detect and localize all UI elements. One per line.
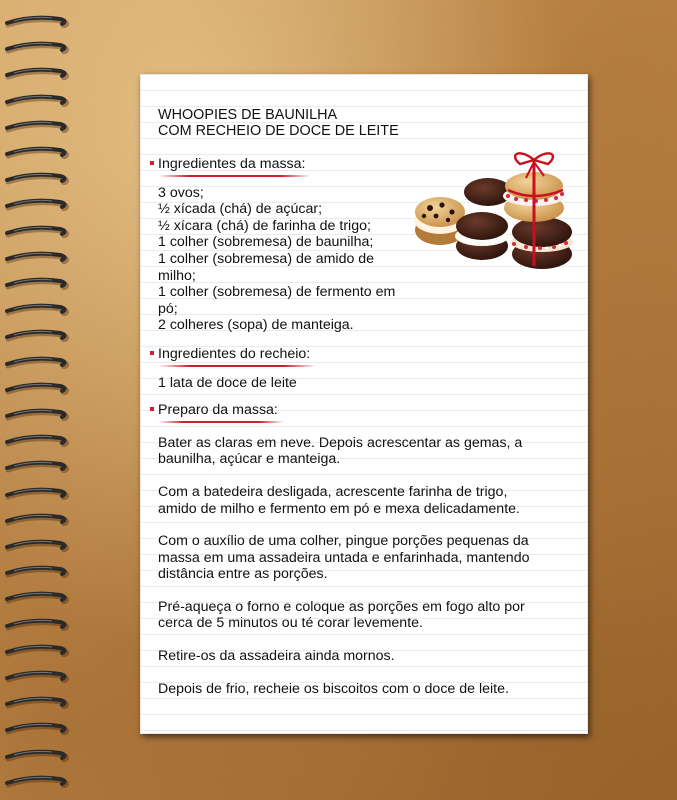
spiral-ring-icon	[2, 407, 72, 421]
spiral-ring-icon	[2, 617, 72, 631]
bullet-marker-icon	[150, 161, 154, 165]
paragraph-line: Bater as claras em neve. Depois acrescentar as gemas, a	[158, 434, 523, 451]
preparo-paragraph	[158, 681, 578, 698]
paragraph-line: Com o auxílio de uma colher, pingue porções pequenas da	[158, 533, 529, 550]
spiral-ring-icon	[2, 381, 72, 395]
spiral-ring-icon	[2, 538, 72, 552]
recipe-title-line-1: WHOOPIES DE BAUNILHA	[158, 107, 338, 123]
heading-underline	[158, 421, 284, 423]
spiral-ring-icon	[2, 119, 72, 133]
list-item: 1 colher (sobremesa) de amido de	[158, 250, 375, 267]
massa-heading	[158, 156, 305, 177]
spiral-ring-icon	[2, 93, 72, 107]
paragraph-line: distância entre as porções.	[158, 566, 328, 583]
spiral-ring-icon	[2, 171, 72, 185]
spiral-ring-icon	[2, 695, 72, 709]
spiral-ring-icon	[2, 774, 72, 788]
recheio-ingredients-list	[158, 375, 578, 392]
recipe-content	[158, 107, 578, 697]
paragraph-line: baunilha, açúcar e manteiga.	[158, 451, 341, 468]
spiral-ring-icon	[2, 276, 72, 290]
spiral-ring-icon	[2, 328, 72, 342]
paragraph-line: massa em uma assadeira untada e enfarinhada, mantendo	[158, 549, 530, 566]
preparo-steps	[158, 435, 578, 698]
preparo-paragraph	[158, 484, 578, 517]
preparo-paragraph	[158, 435, 578, 468]
paragraph-line: Retire-os da assadeira ainda mornos.	[158, 648, 395, 665]
bullet-marker-icon	[150, 351, 154, 355]
list-item: ½ xícada (chá) de açúcar;	[158, 201, 323, 218]
spiral-ring-icon	[2, 145, 72, 159]
paragraph-line: Depois de frio, recheie os biscoitos com o doce de leite.	[158, 680, 509, 697]
list-item: ½ xícara (chá) de farinha de trigo;	[158, 217, 371, 234]
preparo-paragraph	[158, 533, 578, 583]
spiral-ring-icon	[2, 250, 72, 264]
spiral-binding	[0, 0, 72, 800]
massa-heading-text: Ingredientes da massa:	[158, 156, 306, 172]
spiral-ring-icon	[2, 302, 72, 316]
spiral-ring-icon	[2, 669, 72, 683]
list-item: 1 colher (sobremesa) de baunilha;	[158, 234, 374, 251]
spiral-ring-icon	[2, 197, 72, 211]
spiral-ring-icon	[2, 564, 72, 578]
list-item: 2 colheres (sopa) de manteiga.	[158, 317, 354, 334]
spiral-ring-icon	[2, 66, 72, 80]
paragraph-line: Pré-aqueça o forno e coloque as porções em fogo alto por	[158, 598, 525, 615]
spiral-ring-icon	[2, 40, 72, 54]
list-item: 1 colher (sobremesa) de fermento em	[158, 284, 396, 301]
spiral-ring-icon	[2, 512, 72, 526]
spiral-ring-icon	[2, 433, 72, 447]
spiral-ring-icon	[2, 224, 72, 238]
recheio-heading	[158, 346, 310, 367]
spiral-ring-icon	[2, 355, 72, 369]
preparo-paragraph	[158, 648, 578, 665]
recheio-heading-text: Ingredientes do recheio:	[158, 345, 311, 362]
list-item: milho;	[158, 267, 196, 284]
spiral-ring-icon	[2, 590, 72, 604]
spiral-ring-icon	[2, 748, 72, 762]
paragraph-line: amido de milho e fermento em pó e mexa delicadamente.	[158, 500, 520, 517]
spiral-ring-icon	[2, 486, 72, 500]
spiral-ring-icon	[2, 14, 72, 28]
preparo-paragraph	[158, 599, 578, 632]
heading-underline	[158, 175, 311, 177]
spiral-ring-icon	[2, 721, 72, 735]
recipe-title	[158, 107, 578, 139]
paragraph-line: cerca de 5 minutos ou té corar levemente.	[158, 615, 423, 632]
preparo-heading	[158, 402, 278, 423]
heading-underline	[158, 365, 316, 367]
spiral-ring-icon	[2, 643, 72, 657]
list-item: pó;	[158, 300, 178, 317]
recipe-title-line-2: COM RECHEIO DE DOCE DE LEITE	[158, 123, 399, 139]
list-item: 3 ovos;	[158, 184, 204, 201]
spiral-ring-icon	[2, 459, 72, 473]
bullet-marker-icon	[150, 407, 154, 411]
massa-ingredients-list	[158, 185, 578, 334]
preparo-heading-text: Preparo da massa:	[158, 402, 278, 419]
list-item: 1 lata de doce de leite	[158, 374, 297, 391]
paragraph-line: Com a batedeira desligada, acrescente farinha de trigo,	[158, 483, 508, 500]
